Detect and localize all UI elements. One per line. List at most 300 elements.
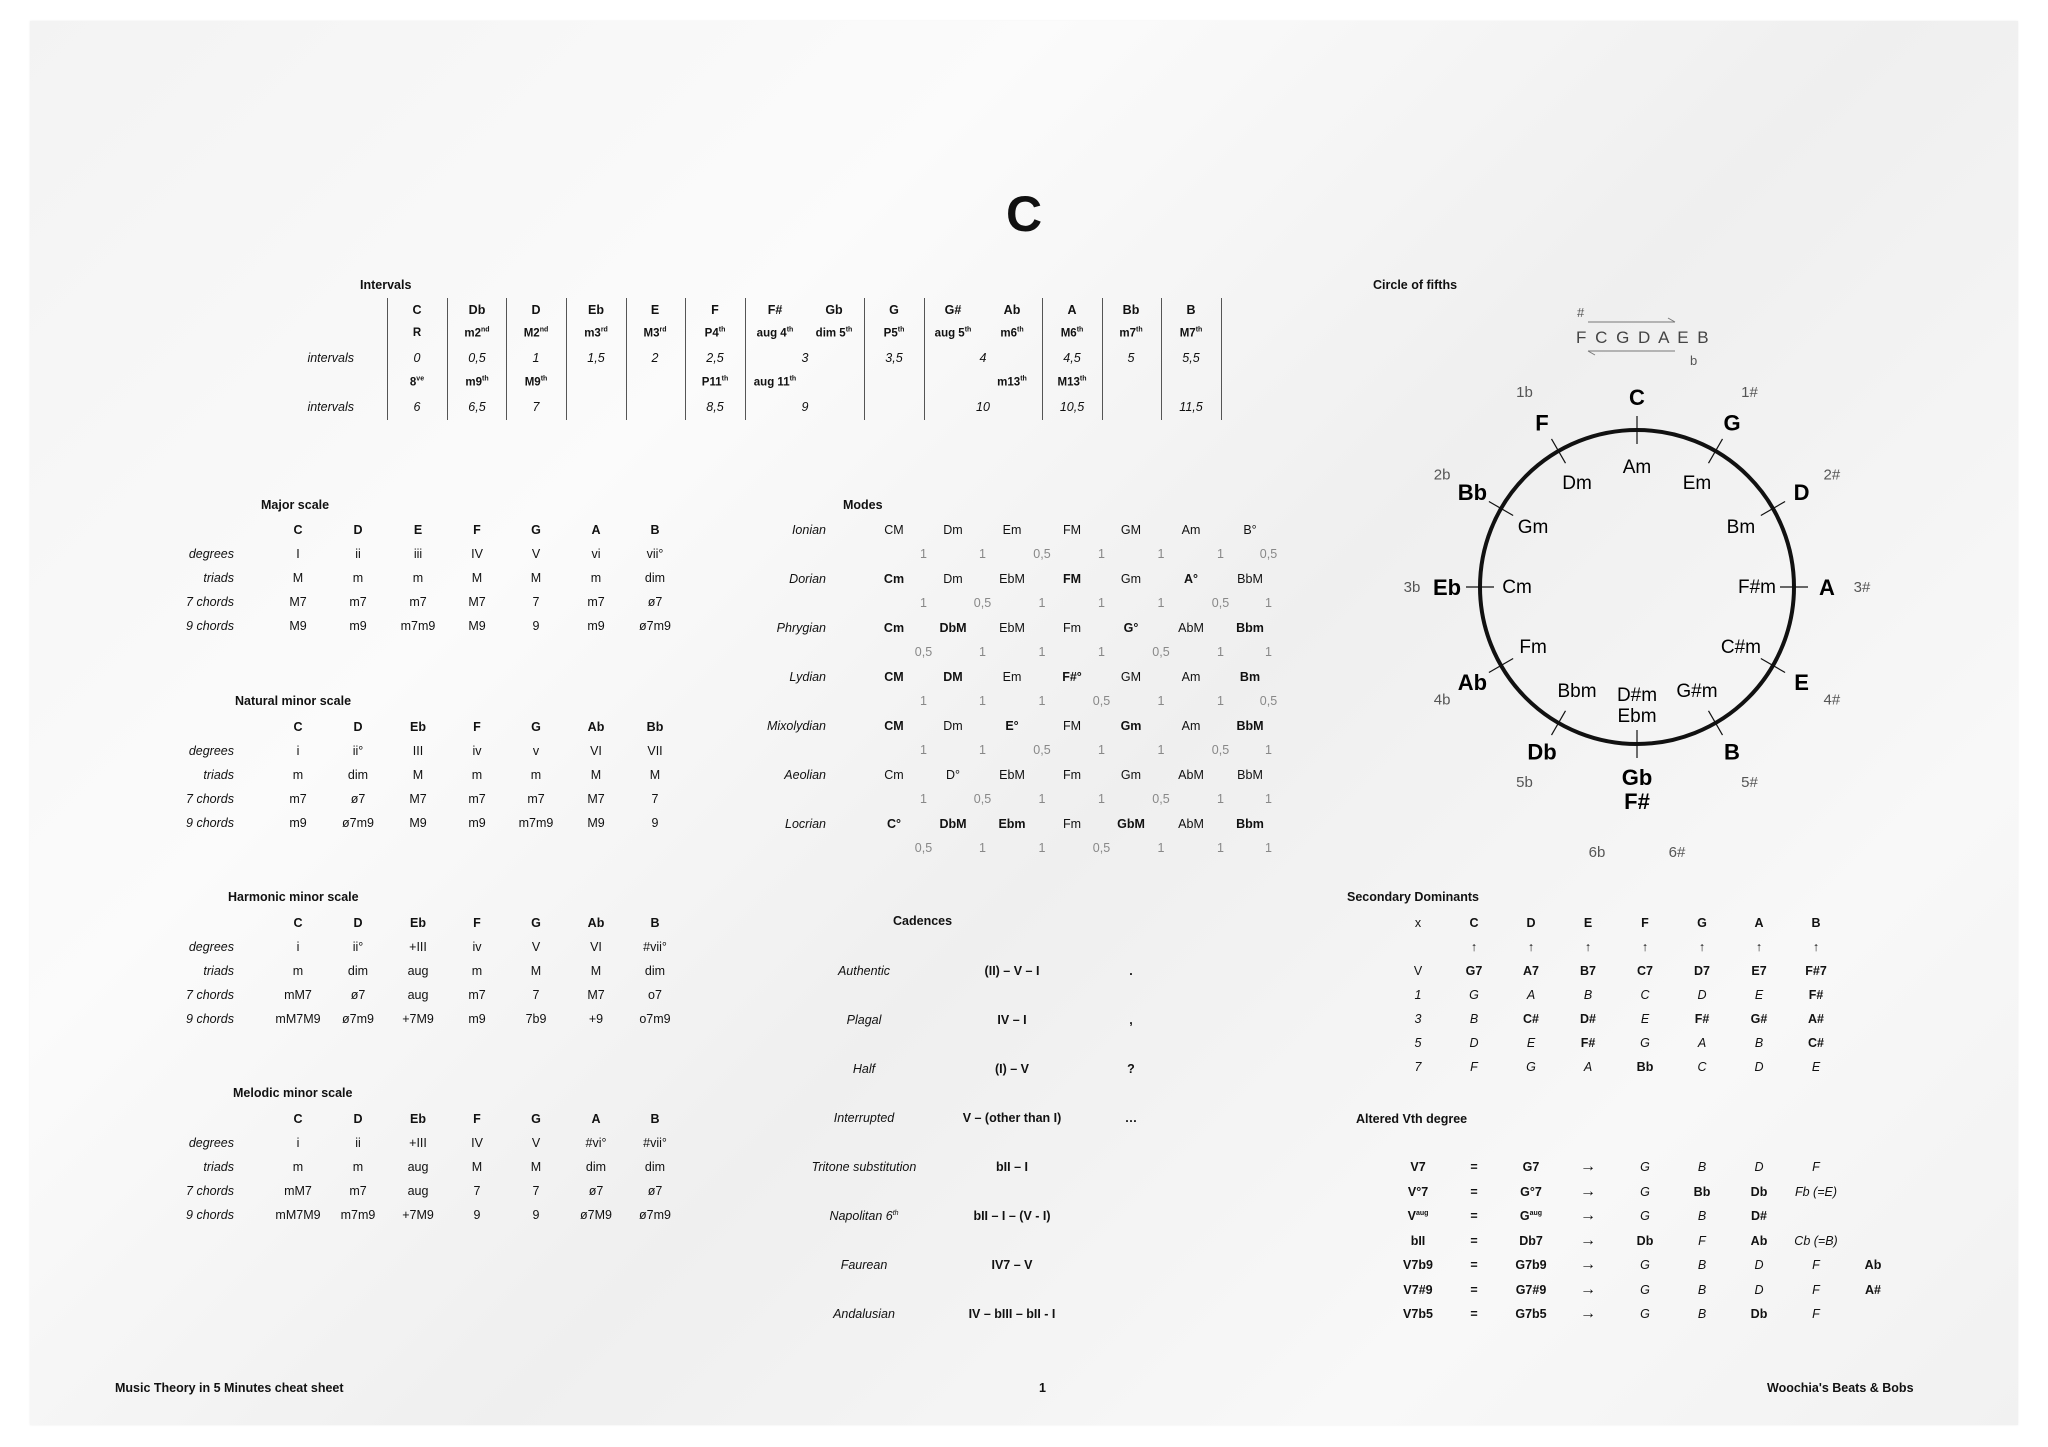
secondary-cell-0-5: E7 bbox=[1751, 964, 1767, 978]
circle-tick-5 bbox=[1709, 711, 1723, 735]
secondary-cell-1-2: B bbox=[1583, 988, 1593, 1002]
interval-compound-semitones-0: 6 bbox=[413, 400, 421, 414]
major-row-label-0: degrees bbox=[188, 547, 234, 561]
major-cell-0-1: ii bbox=[355, 547, 361, 561]
secondary-note-4: G bbox=[1697, 916, 1707, 930]
mode-step-6-2: 1 bbox=[1038, 841, 1046, 855]
secondary-cell-0-0: G7 bbox=[1465, 964, 1483, 978]
interval-name-12: m7th bbox=[1119, 326, 1143, 340]
major-row-label-1: triads bbox=[203, 571, 234, 585]
mode-step-4-3: 1 bbox=[1098, 743, 1105, 757]
mode-step-1-2: 1 bbox=[1038, 596, 1046, 610]
interval-note-7: Gb bbox=[825, 303, 843, 317]
mode-chord-6-5: AbM bbox=[1178, 817, 1204, 831]
circle-minor-0: Am bbox=[1622, 457, 1652, 478]
natural-cell-2-4: m7 bbox=[527, 792, 545, 806]
major-cell-0-2: iii bbox=[413, 547, 423, 561]
altered-chord-5: G7#9 bbox=[1515, 1282, 1547, 1297]
melodic-cell-1-1: m bbox=[352, 1160, 364, 1174]
secondary-cell-1-5: E bbox=[1754, 988, 1764, 1002]
altered-note-3-1: F bbox=[1698, 1233, 1706, 1248]
mode-chord-1-1: Dm bbox=[943, 572, 963, 586]
harmonic-cell-3-1: ø7m9 bbox=[342, 1012, 374, 1026]
melodic-row-label-2: 7 chords bbox=[186, 1184, 234, 1198]
harmonic-cell-1-0: m bbox=[292, 964, 304, 978]
melodic-cell-2-6: ø7 bbox=[647, 1184, 663, 1198]
altered-note-6-2: Db bbox=[1750, 1307, 1768, 1321]
secondary-cell-3-6: C# bbox=[1808, 1036, 1824, 1050]
secondary-row-label-0: V bbox=[1413, 964, 1423, 978]
melodic-cell-1-3: M bbox=[471, 1160, 483, 1174]
secondary-cell-2-0: B bbox=[1469, 1012, 1479, 1026]
secondary-cell-3-0: D bbox=[1469, 1036, 1479, 1050]
interval-compound-semitones-4: 9 bbox=[801, 400, 809, 414]
mode-step-2-6: 1 bbox=[1265, 645, 1272, 659]
circle-major-6: Gb bbox=[1621, 765, 1653, 790]
melodic-cell-3-6: ø7m9 bbox=[639, 1208, 671, 1222]
harmonic-cell-1-1: dim bbox=[347, 964, 369, 978]
harmonic-note-0: C bbox=[293, 916, 303, 930]
mode-step-0-4: 1 bbox=[1157, 547, 1165, 561]
mode-chord-0-1: Dm bbox=[943, 523, 963, 537]
major-row-label-2: 7 chords bbox=[186, 595, 234, 609]
major-cell-3-4: 9 bbox=[532, 619, 540, 633]
interval-semitones-1: 0,5 bbox=[468, 351, 486, 365]
mode-name-6: Locrian bbox=[785, 817, 826, 831]
table-divider bbox=[924, 298, 925, 420]
natural-cell-2-3: m7 bbox=[468, 792, 486, 806]
major-cell-1-4: M bbox=[530, 571, 542, 585]
circle-minor-10: Gm bbox=[1517, 517, 1549, 538]
mode-step-5-1: 0,5 bbox=[973, 792, 992, 806]
secondary-cell-1-4: D bbox=[1697, 988, 1707, 1002]
harmonic-cell-0-5: VI bbox=[590, 940, 602, 954]
mode-step-5-6: 1 bbox=[1265, 792, 1272, 806]
legend-sharp: # bbox=[1577, 305, 1585, 320]
melodic-note-2: Eb bbox=[410, 1112, 426, 1126]
harmonic-cell-0-3: iv bbox=[472, 940, 482, 954]
interval-compound-semitones-7: 11,5 bbox=[1179, 400, 1203, 414]
secondary-cell-2-2: D# bbox=[1580, 1012, 1596, 1026]
circle-major-0: C bbox=[1629, 385, 1645, 410]
altered-note-3-3: Cb (=B) bbox=[1794, 1233, 1838, 1248]
melodic-note-4: G bbox=[531, 1112, 541, 1126]
harmonic-cell-2-0: mM7 bbox=[284, 988, 312, 1002]
major-row-label-3: 9 chords bbox=[186, 619, 234, 633]
circle-count-4: 4# bbox=[1823, 691, 1841, 709]
altered-note-1-0: G bbox=[1640, 1184, 1650, 1199]
interval-semitones-4: 2 bbox=[651, 351, 659, 365]
circle-count-9: 3b bbox=[1403, 579, 1421, 596]
footer-right: Woochia's Beats & Bobs bbox=[1767, 1381, 1914, 1395]
circle-count-2: 2# bbox=[1823, 466, 1841, 484]
interval-semitones-11: 5,5 bbox=[1182, 351, 1200, 365]
natural-cell-2-0: m7 bbox=[289, 792, 307, 806]
major-cell-3-6: ø7m9 bbox=[639, 619, 671, 633]
natural-cell-1-1: dim bbox=[347, 768, 369, 782]
secondary-row-label-3: 5 bbox=[1414, 1036, 1422, 1050]
mode-step-1-5: 0,5 bbox=[1211, 596, 1230, 610]
interval-semitones-9: 4,5 bbox=[1063, 351, 1081, 365]
secondary-header-x: x bbox=[1414, 916, 1422, 930]
interval-note-12: Bb bbox=[1122, 303, 1140, 317]
melodic-cell-2-0: mM7 bbox=[284, 1184, 312, 1198]
harmonic-note-1: D bbox=[353, 916, 363, 930]
major-scale-title: Major scale bbox=[261, 498, 330, 512]
table-divider bbox=[566, 298, 567, 420]
cadence-formula-1: IV – I bbox=[997, 1013, 1027, 1027]
mode-step-3-6: 0,5 bbox=[1259, 694, 1278, 708]
interval-note-4: E bbox=[650, 303, 660, 317]
melodic-cell-0-6: #vii° bbox=[643, 1136, 667, 1150]
altered-note-2-1: B bbox=[1697, 1209, 1707, 1223]
harmonic-cell-0-2: +III bbox=[409, 940, 427, 954]
mode-chord-4-0: CM bbox=[884, 719, 904, 733]
altered-name-2: $V^{aug}$ bbox=[1407, 1209, 1429, 1223]
natural-row-label-2: 7 chords bbox=[186, 792, 234, 806]
melodic-cell-2-3: 7 bbox=[473, 1184, 481, 1198]
mode-chord-0-2: Em bbox=[1002, 523, 1022, 537]
mode-step-0-5: 1 bbox=[1217, 547, 1224, 561]
secondary-note-0: C bbox=[1469, 916, 1479, 930]
secondary-cell-1-6: F# bbox=[1808, 988, 1824, 1002]
harmonic-cell-3-0: mM7M9 bbox=[275, 1012, 321, 1026]
melodic-cell-0-4: V bbox=[531, 1136, 541, 1150]
altered-chord-1: G°7 bbox=[1520, 1184, 1542, 1199]
mode-chord-3-3: F#° bbox=[1062, 670, 1082, 684]
circle-major-1: G bbox=[1723, 410, 1741, 436]
mode-step-5-5: 1 bbox=[1217, 792, 1224, 806]
footer-left: Music Theory in 5 Minutes cheat sheet bbox=[115, 1381, 344, 1395]
harmonic-cell-0-6: #vii° bbox=[643, 940, 667, 954]
interval-note-9: G# bbox=[944, 303, 962, 317]
cadence-name-2: Half bbox=[852, 1062, 876, 1076]
mode-step-3-3: 0,5 bbox=[1092, 694, 1111, 708]
major-cell-1-1: m bbox=[352, 571, 364, 585]
table-divider bbox=[685, 298, 686, 420]
mode-chord-6-4: GbM bbox=[1117, 817, 1145, 831]
mode-step-5-2: 1 bbox=[1038, 792, 1046, 806]
mode-step-4-6: 1 bbox=[1265, 743, 1272, 757]
secondary-cell-1-3: C bbox=[1640, 988, 1650, 1002]
natural-cell-0-4: v bbox=[532, 744, 540, 758]
circle-tick-7 bbox=[1552, 711, 1566, 735]
interval-compound-semitones-2: 7 bbox=[532, 400, 540, 414]
major-cell-3-3: M9 bbox=[468, 619, 486, 633]
altered-note-6-1: B bbox=[1697, 1307, 1707, 1321]
mode-step-1-1: 0,5 bbox=[973, 596, 992, 610]
altered-arrow-2: → bbox=[1580, 1207, 1596, 1224]
secondary-arrow-3: ↑ bbox=[1641, 940, 1649, 954]
secondary-cell-3-2: F# bbox=[1580, 1036, 1596, 1050]
secondary-cell-4-2: A bbox=[1583, 1060, 1593, 1074]
interval-compound-4: aug 11th bbox=[753, 375, 797, 389]
mode-name-2: Phrygian bbox=[776, 621, 826, 635]
major-note-5: A bbox=[591, 523, 601, 537]
major-cell-2-5: m7 bbox=[587, 595, 605, 609]
natural-cell-3-1: ø7m9 bbox=[342, 816, 374, 830]
secondary-note-1: D bbox=[1526, 916, 1536, 930]
secondary-cell-0-4: D7 bbox=[1694, 964, 1710, 978]
mode-chord-5-0: Cm bbox=[884, 768, 904, 782]
cadence-formula-7: IV – bIII – bII - I bbox=[968, 1307, 1056, 1321]
interval-semitones-8: 4 bbox=[979, 351, 987, 365]
altered-name-5: V7#9 bbox=[1403, 1282, 1433, 1297]
mode-step-4-0: 1 bbox=[920, 743, 927, 757]
interval-semitones-3: 1,5 bbox=[587, 351, 605, 365]
cadence-name-4: Tritone substitution bbox=[811, 1160, 917, 1174]
mode-chord-3-4: GM bbox=[1120, 670, 1142, 684]
major-cell-0-0: I bbox=[296, 547, 300, 561]
major-cell-3-2: m7m9 bbox=[400, 619, 436, 633]
major-cell-0-3: IV bbox=[471, 547, 483, 561]
secondary-cell-3-3: G bbox=[1640, 1036, 1650, 1050]
circle-minor-enharmonic: Ebm bbox=[1617, 706, 1657, 727]
mode-chord-1-6: BbM bbox=[1237, 572, 1263, 586]
major-cell-0-4: V bbox=[531, 547, 541, 561]
mode-chord-1-3: FM bbox=[1062, 572, 1082, 586]
mode-chord-3-6: Bm bbox=[1239, 670, 1261, 684]
altered-note-6-3: F bbox=[1812, 1307, 1820, 1321]
cadence-formula-0: (II) – V – I bbox=[984, 964, 1040, 978]
cadence-formula-6: IV7 – V bbox=[991, 1258, 1033, 1272]
table-divider bbox=[387, 298, 388, 420]
melodic-note-1: D bbox=[353, 1112, 363, 1126]
altered-note-5-4: A# bbox=[1865, 1282, 1881, 1297]
harmonic-cell-2-5: M7 bbox=[587, 988, 605, 1002]
interval-compound-2: M9th bbox=[524, 375, 548, 389]
melodic-cell-0-3: IV bbox=[471, 1136, 483, 1150]
natural-cell-2-6: 7 bbox=[651, 792, 659, 806]
interval-compound-semitones-6: 10,5 bbox=[1059, 400, 1085, 414]
secondary-row-label-2: 3 bbox=[1414, 1012, 1422, 1026]
secondary-cell-0-2: B7 bbox=[1580, 964, 1596, 978]
circle-count-5: 5# bbox=[1741, 773, 1758, 791]
harmonic-note-4: G bbox=[531, 916, 541, 930]
melodic-cell-1-2: aug bbox=[407, 1160, 429, 1174]
mode-step-1-3: 1 bbox=[1098, 596, 1105, 610]
harmonic-cell-0-1: ii° bbox=[352, 940, 364, 954]
mode-step-1-0: 1 bbox=[920, 596, 927, 610]
interval-name-4: M3rd bbox=[643, 326, 667, 340]
altered-arrow-6: → bbox=[1580, 1305, 1596, 1322]
altered-arrow-0: → bbox=[1580, 1158, 1596, 1175]
mode-step-4-5: 0,5 bbox=[1211, 743, 1230, 757]
natural-cell-3-6: 9 bbox=[651, 816, 659, 830]
major-cell-1-5: m bbox=[590, 571, 602, 585]
circle-major-4: E bbox=[1794, 670, 1809, 695]
altered-name-3: bII bbox=[1410, 1233, 1426, 1248]
interval-semitones-0: 0 bbox=[413, 351, 421, 365]
secondary-cell-0-3: C7 bbox=[1637, 964, 1653, 978]
interval-compound-0: $8^{ve}$ bbox=[409, 375, 425, 389]
altered-note-6-0: G bbox=[1640, 1307, 1650, 1321]
circle-major-10: Bb bbox=[1457, 480, 1488, 505]
harmonic-cell-2-2: aug bbox=[407, 988, 429, 1002]
intervals-label-1: intervals bbox=[307, 351, 354, 365]
mode-name-4: Mixolydian bbox=[766, 719, 826, 733]
altered-name-1: V°7 bbox=[1407, 1184, 1429, 1199]
modes-title: Modes bbox=[843, 498, 883, 512]
circle-count-7: 5b bbox=[1516, 773, 1533, 791]
circle-major-3: A bbox=[1819, 575, 1835, 600]
harmonic-cell-3-6: o7m9 bbox=[639, 1012, 671, 1026]
altered-chord-2: $G^{aug}$ bbox=[1519, 1209, 1543, 1223]
secondary-cell-2-1: C# bbox=[1523, 1012, 1539, 1026]
major-cell-1-2: m bbox=[412, 571, 424, 585]
interval-name-2: M2nd bbox=[523, 326, 549, 340]
major-cell-2-2: m7 bbox=[409, 595, 427, 609]
mode-chord-3-1: DM bbox=[943, 670, 963, 684]
melodic-cell-1-0: m bbox=[292, 1160, 304, 1174]
altered-arrow-4: → bbox=[1580, 1256, 1596, 1273]
mode-step-3-4: 1 bbox=[1157, 694, 1165, 708]
mode-step-3-5: 1 bbox=[1217, 694, 1224, 708]
altered-equals-6: = bbox=[1470, 1307, 1478, 1321]
altered-note-4-1: B bbox=[1697, 1258, 1707, 1272]
altered-note-4-0: G bbox=[1640, 1258, 1650, 1272]
altered-arrow-3: → bbox=[1580, 1231, 1596, 1249]
secondary-cell-4-4: C bbox=[1697, 1060, 1707, 1074]
table-divider bbox=[447, 298, 448, 420]
harmonic-cell-1-5: M bbox=[590, 964, 602, 978]
altered-note-4-2: D bbox=[1754, 1258, 1764, 1272]
circle-count-extra: 6b bbox=[1588, 844, 1606, 861]
harmonic-row-label-3: 9 chords bbox=[186, 1012, 234, 1026]
table-divider bbox=[745, 298, 746, 420]
intervals-label-2: intervals bbox=[307, 400, 354, 414]
altered-note-2-0: G bbox=[1640, 1209, 1650, 1223]
interval-note-10: Ab bbox=[1003, 303, 1021, 317]
mode-chord-1-5: A° bbox=[1183, 572, 1199, 586]
circle-major-5: B bbox=[1724, 739, 1740, 765]
harmonic-cell-1-2: aug bbox=[407, 964, 429, 978]
major-cell-0-6: vii° bbox=[646, 547, 664, 561]
secondary-arrow-5: ↑ bbox=[1755, 940, 1763, 954]
natural-cell-1-3: m bbox=[471, 768, 483, 782]
altered-note-5-3: F bbox=[1812, 1282, 1820, 1297]
natural-cell-0-3: iv bbox=[472, 744, 482, 758]
cadence-mark-1: , bbox=[1129, 1013, 1133, 1027]
circle-of-fifths-title: Circle of fifths bbox=[1373, 278, 1458, 292]
natural-cell-3-0: m9 bbox=[289, 816, 307, 830]
mode-chord-3-0: CM bbox=[884, 670, 904, 684]
mode-step-2-5: 1 bbox=[1217, 645, 1224, 659]
harmonic-cell-2-3: m7 bbox=[468, 988, 486, 1002]
interval-compound-6: M13th bbox=[1057, 375, 1087, 389]
mode-step-0-2: 0,5 bbox=[1033, 547, 1051, 561]
altered-note-4-3: F bbox=[1812, 1258, 1820, 1272]
mode-step-2-4: 0,5 bbox=[1152, 645, 1170, 659]
interval-semitones-5: 2,5 bbox=[706, 351, 724, 365]
mode-chord-4-2: E° bbox=[1005, 719, 1019, 733]
cadence-name-6: Faurean bbox=[840, 1258, 888, 1272]
mode-chord-2-5: AbM bbox=[1178, 621, 1204, 635]
harmonic-row-label-2: 7 chords bbox=[186, 988, 234, 1002]
natural-note-3: F bbox=[473, 720, 481, 734]
secondary-cell-2-6: A# bbox=[1808, 1012, 1824, 1026]
natural-note-5: Ab bbox=[587, 720, 605, 734]
mode-chord-2-4: G° bbox=[1123, 621, 1139, 635]
mode-chord-5-4: Gm bbox=[1120, 768, 1142, 782]
melodic-row-label-3: 9 chords bbox=[186, 1208, 234, 1222]
mode-chord-5-5: AbM bbox=[1178, 768, 1204, 782]
melodic-cell-2-2: aug bbox=[407, 1184, 429, 1198]
cadence-mark-3: … bbox=[1124, 1111, 1138, 1125]
circle-count-3: 3# bbox=[1853, 579, 1871, 596]
cadences-title: Cadences bbox=[893, 914, 953, 928]
melodic-cell-1-6: dim bbox=[644, 1160, 666, 1174]
mode-step-3-1: 1 bbox=[979, 694, 986, 708]
natural-cell-1-6: M bbox=[649, 768, 661, 782]
natural-cell-1-2: M bbox=[412, 768, 424, 782]
mode-name-5: Aeolian bbox=[784, 768, 826, 782]
interval-name-10: m6th bbox=[1000, 326, 1024, 340]
interval-name-3: m3rd bbox=[584, 326, 608, 340]
interval-compound-semitones-3: 8,5 bbox=[706, 400, 724, 414]
cadence-name-5: Napolitan 6th bbox=[829, 1209, 899, 1223]
harmonic-cell-1-3: m bbox=[471, 964, 483, 978]
natural-cell-3-5: M9 bbox=[587, 816, 605, 830]
major-note-3: F bbox=[473, 523, 481, 537]
circle-tick-1 bbox=[1709, 439, 1723, 463]
harmonic-cell-3-5: +9 bbox=[588, 1012, 604, 1026]
interval-note-6: F# bbox=[767, 303, 783, 317]
interval-name-1: m2nd bbox=[464, 326, 490, 340]
melodic-cell-0-0: i bbox=[296, 1136, 300, 1150]
circle-major-2: D bbox=[1793, 480, 1810, 505]
major-cell-2-3: M7 bbox=[468, 595, 486, 609]
altered-name-6: V7b5 bbox=[1403, 1307, 1433, 1321]
altered-name-4: V7b9 bbox=[1403, 1258, 1433, 1272]
interval-note-1: Db bbox=[468, 303, 486, 317]
interval-name-11: M6th bbox=[1060, 326, 1084, 340]
interval-note-11: A bbox=[1067, 303, 1077, 317]
altered-note-1-3: Fb (=E) bbox=[1794, 1184, 1838, 1199]
mode-step-6-4: 1 bbox=[1157, 841, 1165, 855]
harmonic-cell-0-0: i bbox=[296, 940, 300, 954]
secondary-arrow-4: ↑ bbox=[1698, 940, 1706, 954]
mode-chord-6-2: Ebm bbox=[998, 817, 1026, 831]
circle-minor-8: Fm bbox=[1519, 637, 1547, 658]
natural-cell-0-2: III bbox=[412, 744, 424, 758]
mode-chord-3-5: Am bbox=[1181, 670, 1201, 684]
mode-step-6-1: 1 bbox=[979, 841, 986, 855]
harmonic-note-3: F bbox=[473, 916, 481, 930]
natural-cell-3-3: m9 bbox=[468, 816, 486, 830]
mode-step-0-6: 0,5 bbox=[1259, 547, 1278, 561]
secondary-note-2: E bbox=[1583, 916, 1593, 930]
circle-tick-11 bbox=[1552, 439, 1566, 463]
altered-note-5-0: G bbox=[1640, 1282, 1650, 1297]
interval-name-8: P5th bbox=[883, 326, 905, 340]
natural-cell-3-4: m7m9 bbox=[518, 816, 554, 830]
mode-chord-4-4: Gm bbox=[1120, 719, 1142, 733]
mode-step-3-2: 1 bbox=[1038, 694, 1046, 708]
natural-cell-2-5: M7 bbox=[587, 792, 605, 806]
mode-step-5-4: 0,5 bbox=[1152, 792, 1170, 806]
harmonic-cell-2-1: ø7 bbox=[350, 988, 366, 1002]
natural-note-1: D bbox=[353, 720, 363, 734]
melodic-cell-3-0: mM7M9 bbox=[275, 1208, 321, 1222]
altered-note-0-0: G bbox=[1640, 1160, 1650, 1174]
secondary-arrow-1: ↑ bbox=[1527, 940, 1535, 954]
major-cell-1-6: dim bbox=[644, 571, 666, 585]
circle-minor-6: D#m bbox=[1616, 685, 1658, 706]
mode-step-6-3: 0,5 bbox=[1092, 841, 1111, 855]
harmonic-minor-title: Harmonic minor scale bbox=[228, 890, 359, 904]
secondary-cell-4-3: Bb bbox=[1636, 1060, 1654, 1074]
